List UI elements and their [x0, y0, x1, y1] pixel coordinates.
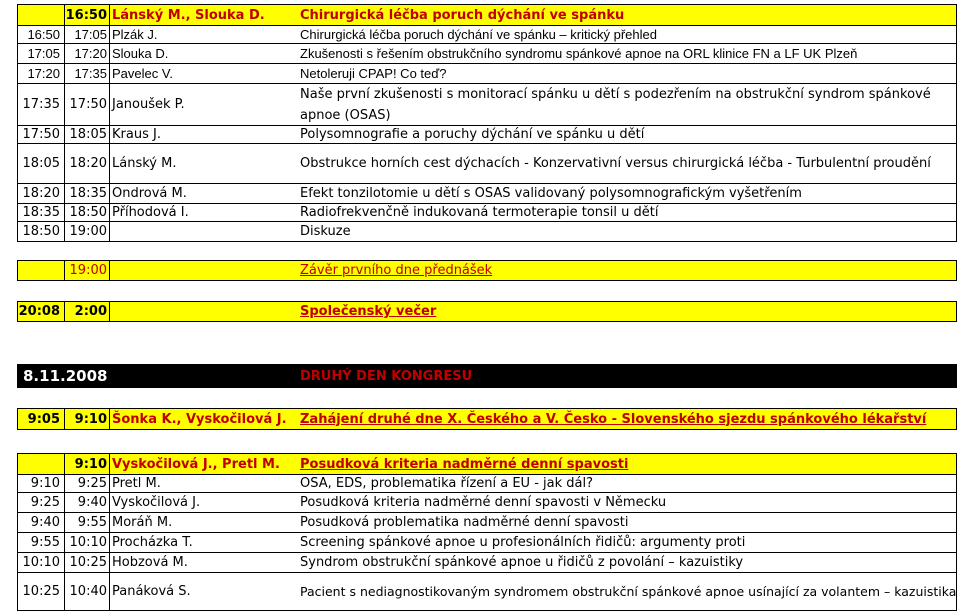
program-row [17, 493, 957, 513]
highlight-row [17, 301, 957, 322]
speaker: Panáková S. [110, 573, 298, 611]
title: Obstrukce horních cest dýchacích - Konzervativní versus chirurgická léčba - Turbulentní proudění [298, 144, 957, 184]
program-row [17, 44, 957, 64]
time-from: 17:35 [17, 84, 65, 126]
program-row [17, 513, 957, 533]
time-from: 17:50 [17, 126, 65, 144]
time-from [17, 453, 65, 475]
speaker [110, 222, 298, 242]
title: Naše první zkušenosti s monitorací spánku u dětí s podezřením na obstrukční syndrom spánkové apnoe (OSAS) [298, 84, 957, 126]
speaker: Kraus J. [110, 126, 298, 144]
time-to: 17:50 [65, 84, 110, 126]
time-to: 17:20 [65, 44, 110, 64]
time-to: 17:05 [65, 26, 110, 44]
program-row [17, 64, 957, 84]
title: Závěr prvního dne přednášek [298, 260, 957, 281]
title: Efekt tonzilotomie u dětí s OSAS validovaný polysomnografickým vyšetřením [298, 184, 957, 204]
time-to: 18:05 [65, 126, 110, 144]
time-from: 18:35 [17, 204, 65, 222]
speaker: Janoušek P. [110, 84, 298, 126]
title: Polysomnografie a poruchy dýchání ve spánku u dětí [298, 126, 957, 144]
title: Posudková kriteria nadměrné denní spavosti v Německu [298, 493, 957, 513]
title: Posudková problematika nadměrné denní spavosti [298, 513, 957, 533]
day-header-row [17, 364, 957, 388]
speaker: Pretl M. [110, 475, 298, 493]
speaker: Slouka D. [110, 44, 298, 64]
speaker: Ondrová M. [110, 184, 298, 204]
date: 8.11.2008 [23, 367, 108, 385]
program-row [17, 475, 957, 493]
time-from: 9:55 [17, 533, 65, 553]
speaker: Hobzová M. [110, 553, 298, 573]
time-from: 9:40 [17, 513, 65, 533]
speaker: Vyskočilová J., Pretl M. [110, 453, 298, 475]
time-from: 18:50 [17, 222, 65, 242]
time-from: 17:20 [17, 64, 65, 84]
time-from: 10:10 [17, 553, 65, 573]
time-to: 10:10 [65, 533, 110, 553]
time-from [17, 260, 65, 281]
speaker: Šonka K., Vyskočilová J. [110, 408, 298, 430]
highlight-row [17, 260, 957, 281]
session-header-row [17, 4, 957, 26]
title: Pacient s nediagnostikovaným syndromem obstrukční spánkové apnoe usínající za volantem – kazuistika [298, 573, 957, 611]
program-row [17, 573, 957, 611]
time-from: 18:05 [17, 144, 65, 184]
speaker: Vyskočilová J. [110, 493, 298, 513]
time-from: 17:05 [17, 44, 65, 64]
time-from [17, 4, 65, 26]
time-to: 2:00 [65, 301, 110, 322]
speaker: Pavelec V. [110, 64, 298, 84]
title: Radiofrekvenčně indukovaná termoterapie tonsil u dětí [298, 204, 957, 222]
time-from: 9:10 [17, 475, 65, 493]
time-to: 9:10 [65, 453, 110, 475]
time-from: 9:05 [17, 408, 65, 430]
title: Zkušenosti s řešením obstrukčního syndromu spánkové apnoe na ORL klinice FN a LF UK Plzeň [298, 44, 957, 64]
day-title: DRUHÝ DEN KONGRESU [300, 368, 473, 384]
time-to: 9:55 [65, 513, 110, 533]
program-row [17, 222, 957, 242]
program-row [17, 84, 957, 126]
time-to: 18:35 [65, 184, 110, 204]
title: Chirurgická léčba poruch dýchání ve spánku [298, 4, 957, 26]
title: Syndrom obstrukční spánkové apnoe u řidičů z povolání – kazuistiky [298, 553, 957, 573]
title: Společenský večer [298, 301, 957, 322]
program-row [17, 26, 957, 44]
title: Chirurgická léčba poruch dýchání ve spánku – kritický přehled [298, 26, 957, 44]
session-header-row [17, 453, 957, 475]
time-to: 19:00 [65, 260, 110, 281]
time-from: 16:50 [17, 26, 65, 44]
speaker: Plzák J. [110, 26, 298, 44]
time-to: 19:00 [65, 222, 110, 242]
time-from: 18:20 [17, 184, 65, 204]
speaker: Procházka T. [110, 533, 298, 553]
opening-row [17, 408, 957, 430]
time-from: 10:25 [17, 573, 65, 611]
title: OSA, EDS, problematika řízení a EU - jak dál? [298, 475, 957, 493]
time-to: 18:20 [65, 144, 110, 184]
speaker: Lánský M., Slouka D. [110, 4, 298, 26]
time-to: 10:25 [65, 553, 110, 573]
time-to [65, 4, 110, 26]
program-row [17, 553, 957, 573]
speaker: Lánský M. [110, 144, 298, 184]
speaker [110, 301, 298, 322]
title: Posudková kriteria nadměrné denní spavosti [298, 453, 957, 475]
time-to: 9:10 [65, 408, 110, 430]
program-row [17, 533, 957, 553]
time-to: 9:25 [65, 475, 110, 493]
title: Diskuze [298, 222, 957, 242]
title: Screening spánkové apnoe u profesionálních řidičů: argumenty proti [298, 533, 957, 553]
program-row [17, 184, 957, 204]
title: Netoleruji CPAP! Co teď? [298, 64, 957, 84]
time-to: 18:50 [65, 204, 110, 222]
time-from: 20:08 [17, 301, 65, 322]
time-from: 9:25 [17, 493, 65, 513]
speaker: Moráň M. [110, 513, 298, 533]
time-to: 10:40 [65, 573, 110, 611]
time-to: 17:35 [65, 64, 110, 84]
speaker [110, 260, 298, 281]
speaker: Příhodová I. [110, 204, 298, 222]
time-to: 9:40 [65, 493, 110, 513]
title: Zahájení druhé dne X. Českého a V. Česko - Slovenského sjezdu spánkového lékařství [298, 408, 957, 430]
program-row [17, 144, 957, 184]
program-row [17, 204, 957, 222]
program-row [17, 126, 957, 144]
time-text: 16:50 [65, 7, 107, 23]
